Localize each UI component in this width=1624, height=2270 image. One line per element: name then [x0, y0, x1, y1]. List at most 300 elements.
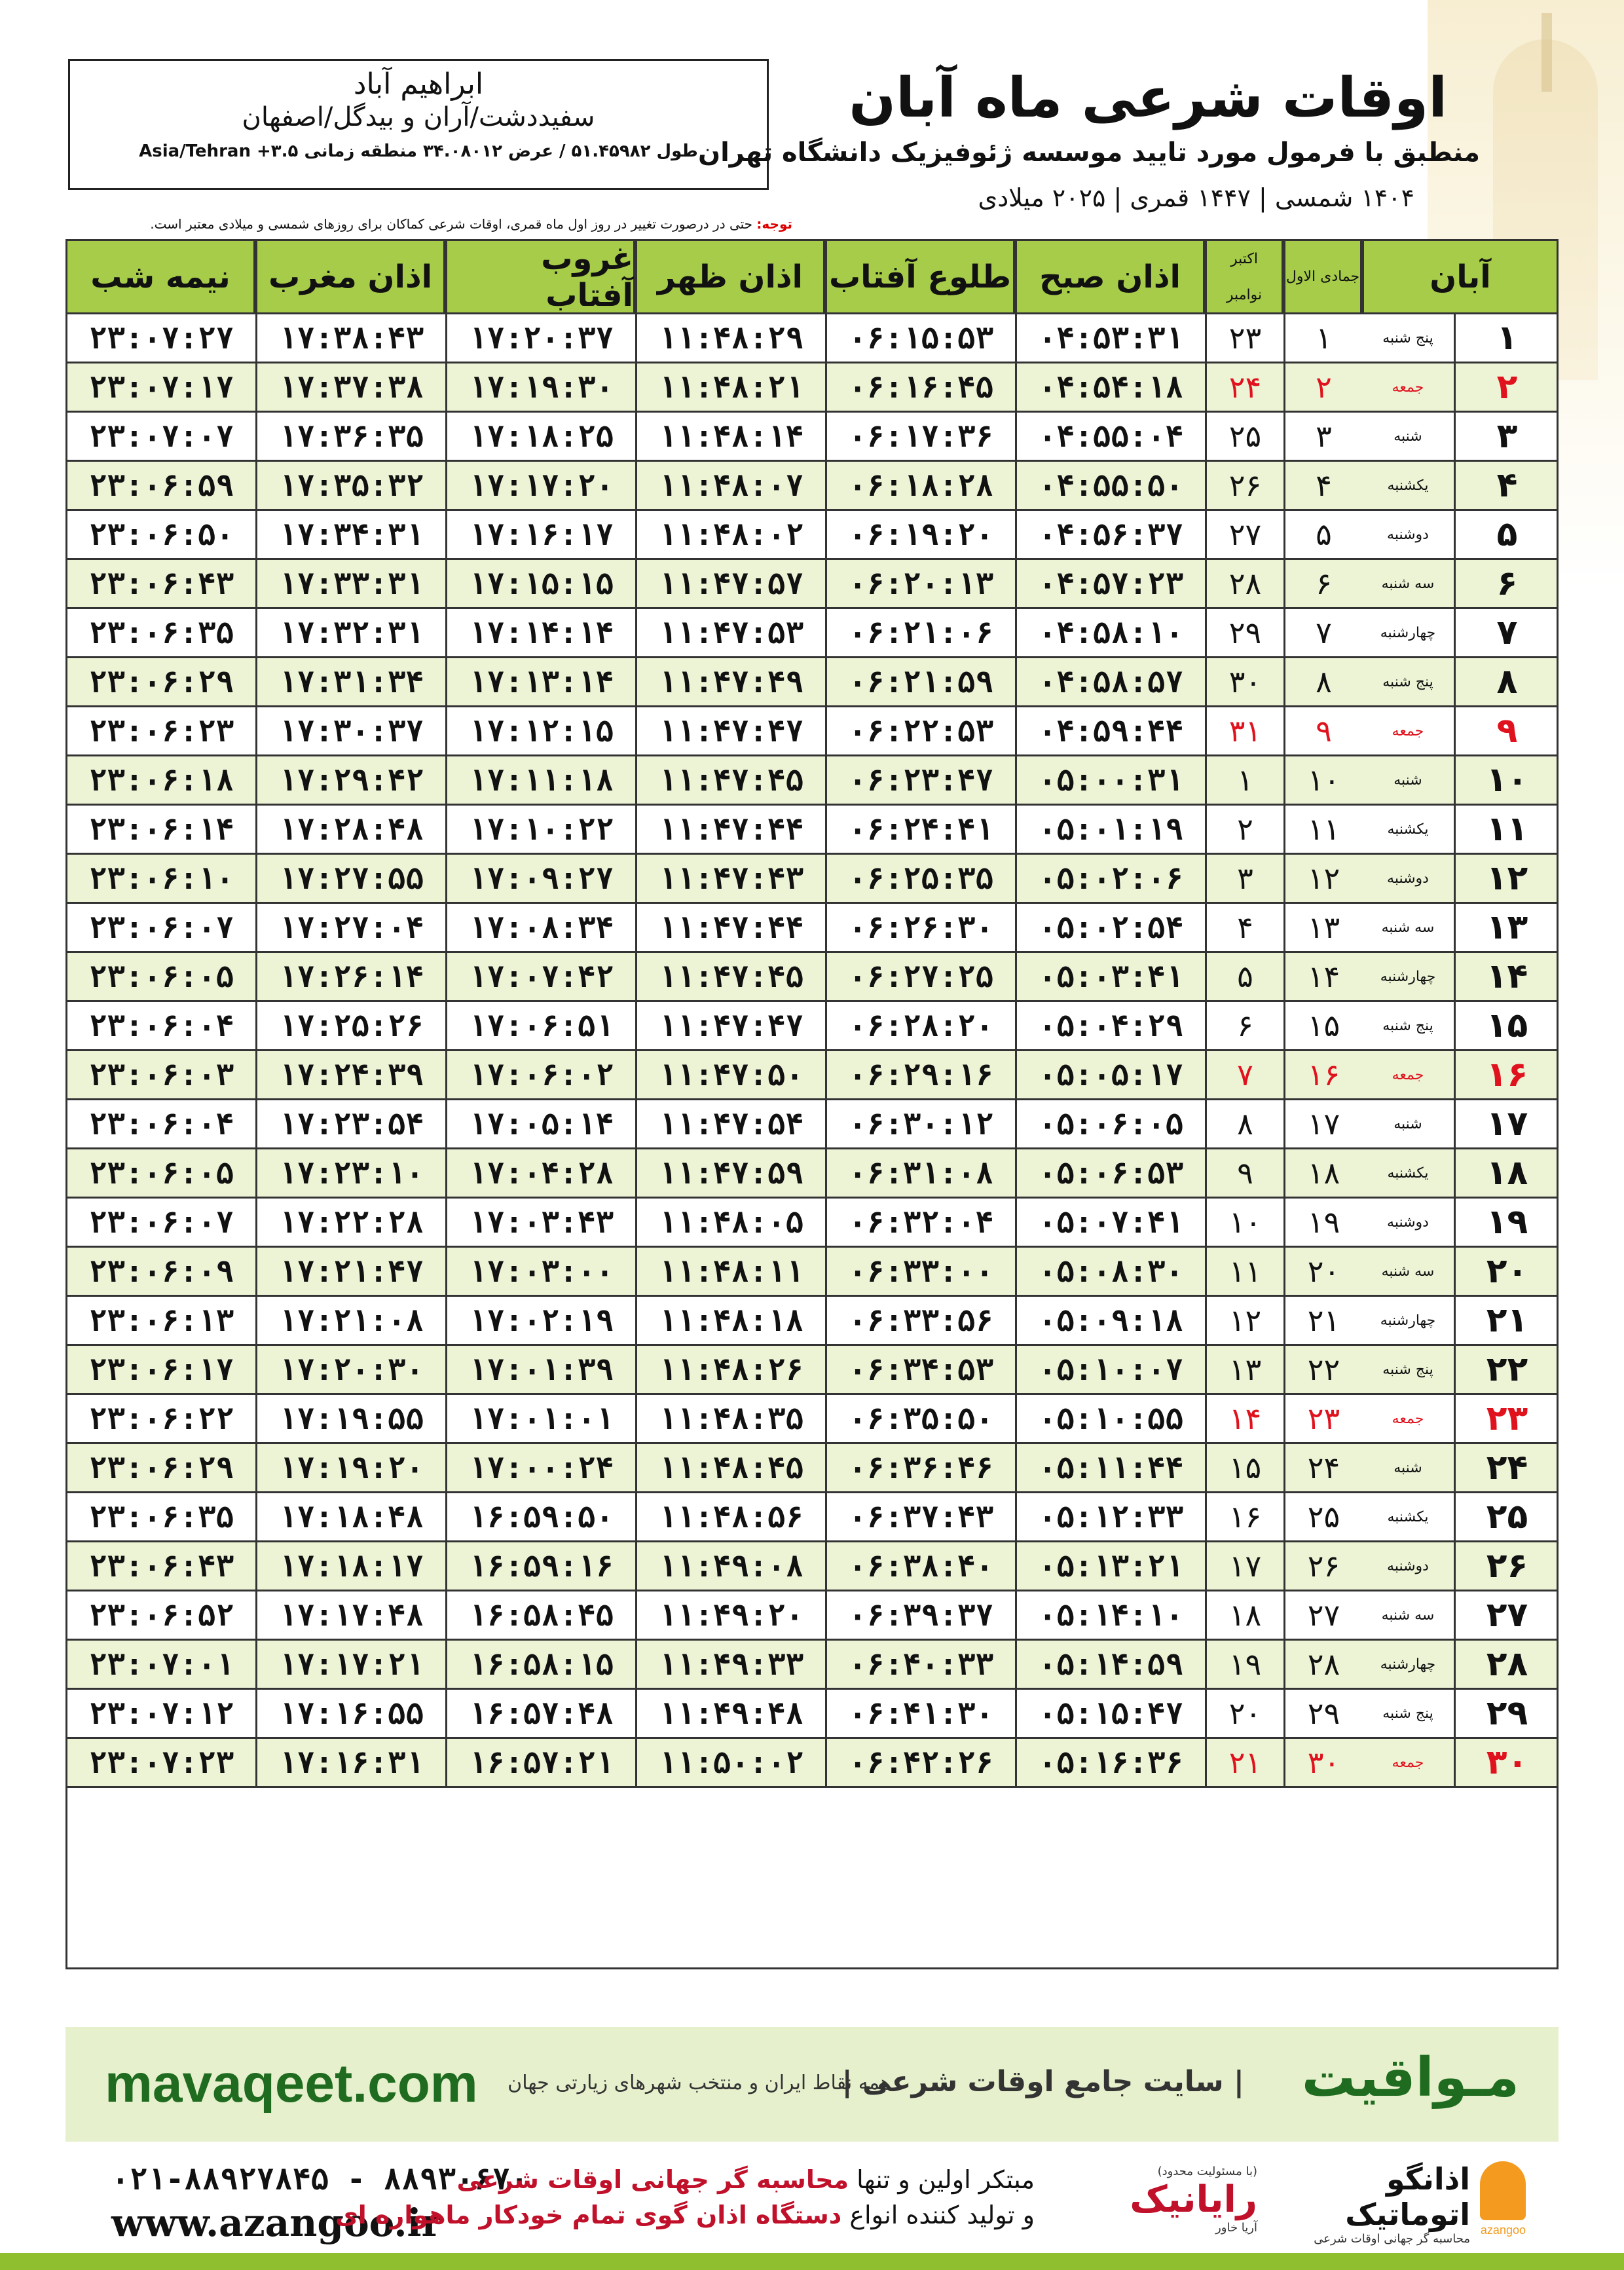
cell-greg: ۱۳	[1205, 1346, 1283, 1393]
cell-day: ۲۹	[1454, 1690, 1559, 1737]
cell-fajr: ۰۵:۰۲:۰۶	[1015, 855, 1205, 902]
cell-hijri: ۲۳	[1283, 1395, 1362, 1442]
cell-greg: ۲۵	[1205, 413, 1283, 460]
cell-day: ۲	[1454, 363, 1559, 411]
cell-midnight: ۲۳:۰۶:۳۵	[65, 609, 255, 656]
cell-sunset: ۱۷:۱۴:۱۴	[445, 609, 635, 656]
cell-greg: ۱۲	[1205, 1297, 1283, 1344]
cell-dhuhr: ۱۱:۴۸:۲۹	[635, 314, 825, 362]
table-row	[65, 658, 1559, 707]
cell-greg: ۲۹	[1205, 609, 1283, 656]
cell-day: ۵	[1454, 511, 1559, 558]
table-row	[65, 1100, 1559, 1149]
cell-weekday: دوشنبه	[1387, 526, 1429, 543]
cell-weekday: جمعه	[1392, 1754, 1424, 1771]
footer-banner	[65, 2027, 1559, 2142]
cell-day: ۹	[1454, 707, 1559, 754]
cell-dhuhr: ۱۱:۴۷:۵۰	[635, 1051, 825, 1098]
cell-dhuhr: ۱۱:۴۸:۰۵	[635, 1199, 825, 1246]
cell-dhuhr: ۱۱:۴۷:۴۳	[635, 855, 825, 902]
location-region: سفیددشت/آران و بیدگل/اصفهان	[242, 102, 595, 132]
cell-sunset: ۱۷:۰۲:۱۹	[445, 1297, 635, 1344]
cell-dhuhr: ۱۱:۴۹:۲۰	[635, 1591, 825, 1639]
cell-sunrise: ۰۶:۴۰:۳۳	[825, 1641, 1015, 1688]
cell-hijri: ۱۴	[1283, 953, 1362, 1000]
note-label: توجه:	[756, 216, 792, 232]
cell-midnight: ۲۳:۰۶:۰۵	[65, 953, 255, 1000]
cell-sunset: ۱۷:۱۵:۱۵	[445, 560, 635, 607]
cell-sunrise: ۰۶:۲۷:۲۵	[825, 953, 1015, 1000]
cell-weekday: چهارشنبه	[1380, 1656, 1436, 1673]
cell-sunrise: ۰۶:۲۴:۴۱	[825, 806, 1015, 853]
cell-hijri: ۱۵	[1283, 1002, 1362, 1049]
cell-sunset: ۱۷:۰۳:۴۳	[445, 1199, 635, 1246]
table-row	[65, 1493, 1559, 1542]
table-row	[65, 1690, 1559, 1739]
cell-dhuhr: ۱۱:۴۸:۴۵	[635, 1444, 825, 1491]
cell-sunrise: ۰۶:۲۰:۱۳	[825, 560, 1015, 607]
cell-day: ۲۶	[1454, 1542, 1559, 1590]
azangoo-logo	[1283, 2161, 1526, 2246]
cell-maghrib: ۱۷:۲۷:۵۵	[255, 855, 445, 902]
table-row	[65, 806, 1559, 855]
cell-maghrib: ۱۷:۳۳:۳۱	[255, 560, 445, 607]
cell-hijri: ۲۴	[1283, 1444, 1362, 1491]
cell-dhuhr: ۱۱:۴۸:۰۲	[635, 511, 825, 558]
cell-weekday: پنج شنبه	[1382, 673, 1433, 690]
azangoo-name: اذانگو اتوماتیک	[1345, 2161, 1470, 2232]
cell-greg: ۸	[1205, 1100, 1283, 1147]
cell-weekday: سه شنبه	[1381, 1263, 1435, 1280]
table-row	[65, 756, 1559, 806]
cell-sunset: ۱۶:۵۸:۱۵	[445, 1641, 635, 1688]
cell-fajr: ۰۵:۰۷:۴۱	[1015, 1199, 1205, 1246]
cell-fajr: ۰۵:۰۰:۳۱	[1015, 756, 1205, 804]
cell-dhuhr: ۱۱:۴۸:۱۱	[635, 1248, 825, 1295]
cell-day: ۸	[1454, 658, 1559, 705]
cell-hijri: ۱۱	[1283, 806, 1362, 853]
cell-sunset: ۱۶:۵۹:۱۶	[445, 1542, 635, 1590]
cell-dhuhr: ۱۱:۴۷:۴۷	[635, 707, 825, 754]
cell-dhuhr: ۱۱:۴۸:۳۵	[635, 1395, 825, 1442]
table-row	[65, 1051, 1559, 1100]
cell-greg: ۲۸	[1205, 560, 1283, 607]
table-row	[65, 413, 1559, 462]
header-sunrise: طلوع آفتاب	[825, 239, 1015, 314]
header-october: اکتبر	[1230, 250, 1259, 267]
prayer-times-table	[65, 239, 1559, 1969]
cell-sunrise: ۰۶:۳۸:۴۰	[825, 1542, 1015, 1590]
cell-weekday: سه شنبه	[1381, 575, 1435, 592]
cell-day: ۳۰	[1454, 1739, 1559, 1786]
cell-maghrib: ۱۷:۲۷:۰۴	[255, 904, 445, 951]
cell-maghrib: ۱۷:۳۵:۳۲	[255, 462, 445, 509]
cell-sunrise: ۰۶:۲۱:۰۶	[825, 609, 1015, 656]
year-dates: ۱۴۰۴ شمسی | ۱۴۴۷ قمری | ۲۰۲۵ میلادی	[978, 183, 1414, 212]
cell-weekday: پنج شنبه	[1382, 1361, 1433, 1378]
cell-sunrise: ۰۶:۱۷:۳۶	[825, 413, 1015, 460]
cell-fajr: ۰۴:۵۹:۴۴	[1015, 707, 1205, 754]
table-row	[65, 953, 1559, 1002]
cell-hijri: ۲۷	[1283, 1591, 1362, 1639]
brand-tagline: | سایت جامع اوقات شرعی |	[841, 2065, 1244, 2098]
cell-weekday: دوشنبه	[1387, 1214, 1429, 1231]
header-aban: آبان	[1362, 239, 1559, 314]
cell-greg: ۱۴	[1205, 1395, 1283, 1442]
cell-sunset: ۱۷:۰۱:۰۱	[445, 1395, 635, 1442]
rayanik-name: رایانیک	[1130, 2178, 1257, 2221]
cell-maghrib: ۱۷:۱۷:۲۱	[255, 1641, 445, 1688]
cell-day: ۲۲	[1454, 1346, 1559, 1393]
cell-maghrib: ۱۷:۱۶:۳۱	[255, 1739, 445, 1786]
cell-fajr: ۰۴:۵۵:۰۴	[1015, 413, 1205, 460]
cell-maghrib: ۱۷:۳۰:۳۷	[255, 707, 445, 754]
cell-midnight: ۲۳:۰۶:۲۲	[65, 1395, 255, 1442]
cell-fajr: ۰۵:۱۳:۲۱	[1015, 1542, 1205, 1590]
cell-sunset: ۱۷:۰۸:۳۴	[445, 904, 635, 951]
cell-greg: ۷	[1205, 1051, 1283, 1098]
cell-greg: ۲۶	[1205, 462, 1283, 509]
cell-maghrib: ۱۷:۱۹:۵۵	[255, 1395, 445, 1442]
cell-weekday: یکشنبه	[1387, 1164, 1429, 1182]
cell-dhuhr: ۱۱:۴۷:۵۷	[635, 560, 825, 607]
cell-day: ۱۳	[1454, 904, 1559, 951]
cell-dhuhr: ۱۱:۴۷:۴۵	[635, 756, 825, 804]
cell-sunset: ۱۷:۱۶:۱۷	[445, 511, 635, 558]
cell-midnight: ۲۳:۰۶:۰۳	[65, 1051, 255, 1098]
cell-day: ۲۰	[1454, 1248, 1559, 1295]
cell-sunset: ۱۷:۰۷:۴۲	[445, 953, 635, 1000]
cell-dhuhr: ۱۱:۴۷:۵۴	[635, 1100, 825, 1147]
cell-midnight: ۲۳:۰۶:۱۰	[65, 855, 255, 902]
cell-day: ۱۸	[1454, 1149, 1559, 1197]
cell-weekday: پنج شنبه	[1382, 1017, 1433, 1034]
cell-sunrise: ۰۶:۳۳:۵۶	[825, 1297, 1015, 1344]
cell-hijri: ۲۰	[1283, 1248, 1362, 1295]
cell-maghrib: ۱۷:۲۱:۴۷	[255, 1248, 445, 1295]
azangoo-brand: azangoo	[1480, 2223, 1526, 2237]
cell-hijri: ۱	[1283, 314, 1362, 362]
cell-sunset: ۱۷:۰۳:۰۰	[445, 1248, 635, 1295]
cell-hijri: ۵	[1283, 511, 1362, 558]
cell-maghrib: ۱۷:۳۶:۳۵	[255, 413, 445, 460]
cell-dhuhr: ۱۱:۴۹:۳۳	[635, 1641, 825, 1688]
header-maghrib: اذان مغرب	[255, 239, 445, 314]
cell-dhuhr: ۱۱:۴۸:۰۷	[635, 462, 825, 509]
cell-weekday: چهارشنبه	[1380, 624, 1436, 641]
bottom-bar	[0, 2253, 1624, 2270]
table-row	[65, 1591, 1559, 1641]
cell-day: ۷	[1454, 609, 1559, 656]
cell-hijri: ۱۶	[1283, 1051, 1362, 1098]
cell-fajr: ۰۵:۱۲:۳۳	[1015, 1493, 1205, 1540]
location-box	[68, 59, 769, 190]
website-link[interactable]: www.azangoo.ir	[111, 2201, 442, 2245]
cell-sunrise: ۰۶:۱۵:۵۳	[825, 314, 1015, 362]
cell-weekday: شنبه	[1393, 772, 1422, 789]
cell-sunset: ۱۷:۰۵:۱۴	[445, 1100, 635, 1147]
cell-midnight: ۲۳:۰۶:۳۵	[65, 1493, 255, 1540]
header-hijri: جمادی الاول	[1283, 239, 1362, 314]
cell-midnight: ۲۳:۰۷:۱۲	[65, 1690, 255, 1737]
cell-hijri: ۱۲	[1283, 855, 1362, 902]
phone-numbers: ۰۲۱-۸۸۹۲۷۸۴۵ - ۸۸۹۳۰۶۷۰	[111, 2161, 528, 2197]
cell-midnight: ۲۳:۰۶:۲۹	[65, 658, 255, 705]
rayanik-small: (با مسئولیت محدود)	[1157, 2165, 1257, 2178]
cell-fajr: ۰۴:۵۷:۲۳	[1015, 560, 1205, 607]
cell-maghrib: ۱۷:۲۳:۵۴	[255, 1100, 445, 1147]
table-row	[65, 707, 1559, 756]
cell-hijri: ۱۰	[1283, 756, 1362, 804]
cell-midnight: ۲۳:۰۶:۱۴	[65, 806, 255, 853]
cell-hijri: ۹	[1283, 707, 1362, 754]
table-row	[65, 1002, 1559, 1051]
cell-dhuhr: ۱۱:۴۷:۵۹	[635, 1149, 825, 1197]
cell-midnight: ۲۳:۰۶:۱۳	[65, 1297, 255, 1344]
cell-hijri: ۳۰	[1283, 1739, 1362, 1786]
cell-midnight: ۲۳:۰۶:۲۳	[65, 707, 255, 754]
table-row	[65, 1542, 1559, 1591]
cell-hijri: ۲۶	[1283, 1542, 1362, 1590]
table-row	[65, 1297, 1559, 1346]
cell-weekday: شنبه	[1393, 428, 1422, 445]
cell-sunset: ۱۷:۱۸:۲۵	[445, 413, 635, 460]
cell-midnight: ۲۳:۰۷:۰۱	[65, 1641, 255, 1688]
header-november: نوامبر	[1226, 286, 1263, 303]
cell-maghrib: ۱۷:۲۸:۴۸	[255, 806, 445, 853]
cell-fajr: ۰۵:۰۲:۵۴	[1015, 904, 1205, 951]
cell-greg: ۲۳	[1205, 314, 1283, 362]
cell-sunset: ۱۷:۱۲:۱۵	[445, 707, 635, 754]
cell-fajr: ۰۵:۱۱:۴۴	[1015, 1444, 1205, 1491]
cell-greg: ۱۸	[1205, 1591, 1283, 1639]
cell-hijri: ۱۹	[1283, 1199, 1362, 1246]
cell-hijri: ۳	[1283, 413, 1362, 460]
cell-greg: ۱۱	[1205, 1248, 1283, 1295]
cell-sunrise: ۰۶:۳۳:۰۰	[825, 1248, 1015, 1295]
cell-fajr: ۰۵:۱۰:۰۷	[1015, 1346, 1205, 1393]
cell-midnight: ۲۳:۰۶:۰۹	[65, 1248, 255, 1295]
cell-dhuhr: ۱۱:۴۷:۴۷	[635, 1002, 825, 1049]
cell-maghrib: ۱۷:۲۰:۳۰	[255, 1346, 445, 1393]
cell-greg: ۹	[1205, 1149, 1283, 1197]
cell-sunrise: ۰۶:۴۱:۳۰	[825, 1690, 1015, 1737]
cell-weekday: جمعه	[1392, 379, 1424, 396]
cell-dhuhr: ۱۱:۴۸:۲۱	[635, 363, 825, 411]
cell-maghrib: ۱۷:۳۴:۳۱	[255, 511, 445, 558]
cell-weekday: جمعه	[1392, 1410, 1424, 1427]
table-row	[65, 511, 1559, 560]
cell-fajr: ۰۴:۵۵:۵۰	[1015, 462, 1205, 509]
cell-weekday: چهارشنبه	[1380, 968, 1436, 985]
cell-weekday: سه شنبه	[1381, 1607, 1435, 1624]
cell-day: ۲۸	[1454, 1641, 1559, 1688]
cell-maghrib: ۱۷:۱۶:۵۵	[255, 1690, 445, 1737]
cell-maghrib: ۱۷:۱۸:۴۸	[255, 1493, 445, 1540]
cell-day: ۱۶	[1454, 1051, 1559, 1098]
site-url-link[interactable]: mavaqeet.com	[105, 2054, 478, 2113]
cell-day: ۱۵	[1454, 1002, 1559, 1049]
note	[65, 216, 792, 232]
cell-hijri: ۱۳	[1283, 904, 1362, 951]
cell-midnight: ۲۳:۰۷:۲۷	[65, 314, 255, 362]
cell-greg: ۱۷	[1205, 1542, 1283, 1590]
cell-day: ۲۷	[1454, 1591, 1559, 1639]
cell-sunset: ۱۶:۵۸:۴۵	[445, 1591, 635, 1639]
table-row	[65, 314, 1559, 363]
cell-dhuhr: ۱۱:۵۰:۰۲	[635, 1739, 825, 1786]
cell-midnight: ۲۳:۰۶:۵۲	[65, 1591, 255, 1639]
cell-weekday: یکشنبه	[1387, 477, 1429, 494]
cell-maghrib: ۱۷:۳۲:۳۱	[255, 609, 445, 656]
cell-greg: ۱۵	[1205, 1444, 1283, 1491]
table-row	[65, 609, 1559, 658]
header-gregorian	[1205, 239, 1283, 314]
cell-midnight: ۲۳:۰۶:۴۳	[65, 560, 255, 607]
cell-day: ۱	[1454, 314, 1559, 362]
cell-dhuhr: ۱۱:۴۹:۴۸	[635, 1690, 825, 1737]
promo-1-highlight: محاسبه گر جهانی اوقات شرعی	[456, 2165, 849, 2194]
cell-day: ۱۲	[1454, 855, 1559, 902]
cell-greg: ۲۷	[1205, 511, 1283, 558]
cell-sunset: ۱۷:۱۰:۲۲	[445, 806, 635, 853]
header-midnight: نیمه شب	[65, 239, 255, 314]
rayanik-logo	[1113, 2165, 1257, 2237]
cell-day: ۶	[1454, 560, 1559, 607]
cell-weekday: چهارشنبه	[1380, 1312, 1436, 1329]
promo-1-text: مبتکر اولین و تنها	[849, 2165, 1035, 2194]
cell-sunset: ۱۷:۱۱:۱۸	[445, 756, 635, 804]
cell-day: ۱۹	[1454, 1199, 1559, 1246]
cell-sunrise: ۰۶:۳۲:۰۴	[825, 1199, 1015, 1246]
cell-maghrib: ۱۷:۳۷:۳۸	[255, 363, 445, 411]
cell-day: ۴	[1454, 462, 1559, 509]
azangoo-sub: محاسبه گر جهانی اوقات شرعی	[1314, 2232, 1470, 2246]
cell-maghrib: ۱۷:۱۸:۱۷	[255, 1542, 445, 1590]
cell-day: ۲۵	[1454, 1493, 1559, 1540]
table-row	[65, 855, 1559, 904]
brand-logo: مـواقیت	[1301, 2047, 1519, 2109]
cell-weekday: پنج شنبه	[1382, 1705, 1433, 1722]
cell-weekday: دوشنبه	[1387, 1557, 1429, 1574]
cell-midnight: ۲۳:۰۶:۴۳	[65, 1542, 255, 1590]
cell-maghrib: ۱۷:۲۳:۱۰	[255, 1149, 445, 1197]
cell-greg: ۳۱	[1205, 707, 1283, 754]
cell-maghrib: ۱۷:۲۴:۳۹	[255, 1051, 445, 1098]
cell-dhuhr: ۱۱:۴۸:۱۸	[635, 1297, 825, 1344]
cell-dhuhr: ۱۱:۴۷:۴۵	[635, 953, 825, 1000]
cell-day: ۲۱	[1454, 1297, 1559, 1344]
cell-sunrise: ۰۶:۳۵:۵۰	[825, 1395, 1015, 1442]
cell-sunrise: ۰۶:۲۳:۴۷	[825, 756, 1015, 804]
table-row	[65, 904, 1559, 953]
cell-fajr: ۰۵:۰۵:۱۷	[1015, 1051, 1205, 1098]
cell-sunrise: ۰۶:۱۸:۲۸	[825, 462, 1015, 509]
cell-sunset: ۱۷:۱۷:۲۰	[445, 462, 635, 509]
cell-day: ۱۰	[1454, 756, 1559, 804]
cell-hijri: ۲۸	[1283, 1641, 1362, 1688]
cell-hijri: ۲۲	[1283, 1346, 1362, 1393]
cell-greg: ۱۹	[1205, 1641, 1283, 1688]
promo-line-1	[456, 2165, 1035, 2194]
cell-hijri: ۷	[1283, 609, 1362, 656]
cell-sunrise: ۰۶:۳۶:۴۶	[825, 1444, 1015, 1491]
table-row	[65, 560, 1559, 609]
cell-fajr: ۰۵:۰۸:۳۰	[1015, 1248, 1205, 1295]
note-text: حتی در درصورت تغییر در روز اول ماه قمری، اوقات شرعی کماکان برای روزهای شمسی و میلادی معتبر است.	[150, 216, 753, 232]
cell-fajr: ۰۴:۵۶:۳۷	[1015, 511, 1205, 558]
cell-greg: ۱۰	[1205, 1199, 1283, 1246]
cell-dhuhr: ۱۱:۴۸:۵۶	[635, 1493, 825, 1540]
table-row	[65, 1149, 1559, 1199]
cell-day: ۲۳	[1454, 1395, 1559, 1442]
promo-2-text: و تولید کننده انواع	[841, 2201, 1035, 2229]
location-coordinates: طول ۵۱.۴۵۹۸۲ / عرض ۳۴.۰۸۰۱۲ منطقه زمانی ۳.۵+ Asia/Tehran	[139, 141, 698, 161]
cell-greg: ۳	[1205, 855, 1283, 902]
cell-sunset: ۱۶:۵۷:۴۸	[445, 1690, 635, 1737]
table-row	[65, 1199, 1559, 1248]
cell-dhuhr: ۱۱:۴۸:۱۴	[635, 413, 825, 460]
cell-fajr: ۰۵:۰۶:۰۵	[1015, 1100, 1205, 1147]
cell-hijri: ۱۷	[1283, 1100, 1362, 1147]
table-row	[65, 1395, 1559, 1444]
cell-dhuhr: ۱۱:۴۷:۴۴	[635, 904, 825, 951]
cell-sunrise: ۰۶:۲۸:۲۰	[825, 1002, 1015, 1049]
cell-sunrise: ۰۶:۴۲:۲۶	[825, 1739, 1015, 1786]
cell-midnight: ۲۳:۰۶:۰۴	[65, 1002, 255, 1049]
cell-weekday: جمعه	[1392, 722, 1424, 739]
cell-maghrib: ۱۷:۱۹:۲۰	[255, 1444, 445, 1491]
cell-midnight: ۲۳:۰۷:۲۳	[65, 1739, 255, 1786]
cell-midnight: ۲۳:۰۶:۵۰	[65, 511, 255, 558]
cell-greg: ۲۴	[1205, 363, 1283, 411]
cell-maghrib: ۱۷:۲۹:۴۲	[255, 756, 445, 804]
cell-maghrib: ۱۷:۳۱:۳۴	[255, 658, 445, 705]
cell-maghrib: ۱۷:۱۷:۴۸	[255, 1591, 445, 1639]
cell-sunrise: ۰۶:۳۷:۴۳	[825, 1493, 1015, 1540]
cell-sunset: ۱۷:۱۹:۳۰	[445, 363, 635, 411]
cell-fajr: ۰۵:۰۹:۱۸	[1015, 1297, 1205, 1344]
header-sunset: غروب آفتاب	[445, 239, 635, 314]
cell-dhuhr: ۱۱:۴۹:۰۸	[635, 1542, 825, 1590]
cell-weekday: پنج شنبه	[1382, 329, 1433, 346]
cell-sunset: ۱۷:۰۱:۳۹	[445, 1346, 635, 1393]
cell-day: ۲۴	[1454, 1444, 1559, 1491]
cell-midnight: ۲۳:۰۶:۰۷	[65, 904, 255, 951]
table-row	[65, 1444, 1559, 1493]
cell-sunrise: ۰۶:۲۵:۳۵	[825, 855, 1015, 902]
cell-maghrib: ۱۷:۲۲:۲۸	[255, 1199, 445, 1246]
cell-greg: ۲	[1205, 806, 1283, 853]
location-name: ابراهیم آباد	[353, 67, 484, 101]
cell-sunrise: ۰۶:۲۶:۳۰	[825, 904, 1015, 951]
cell-fajr: ۰۵:۰۱:۱۹	[1015, 806, 1205, 853]
cell-sunset: ۱۷:۰۹:۲۷	[445, 855, 635, 902]
cell-midnight: ۲۳:۰۶:۱۸	[65, 756, 255, 804]
cell-greg: ۲۰	[1205, 1690, 1283, 1737]
cell-weekday: شنبه	[1393, 1115, 1422, 1132]
cell-weekday: شنبه	[1393, 1459, 1422, 1476]
header-fajr: اذان صبح	[1015, 239, 1205, 314]
cell-hijri: ۲۵	[1283, 1493, 1362, 1540]
cell-greg: ۲۱	[1205, 1739, 1283, 1786]
cell-fajr: ۰۵:۱۵:۴۷	[1015, 1690, 1205, 1737]
promo-2-highlight: دستگاه اذان گوی تمام خودکار ماهواره ای	[335, 2201, 842, 2229]
cell-fajr: ۰۵:۱۴:۱۰	[1015, 1591, 1205, 1639]
cell-dhuhr: ۱۱:۴۷:۴۹	[635, 658, 825, 705]
cell-sunrise: ۰۶:۲۱:۵۹	[825, 658, 1015, 705]
cell-greg: ۱	[1205, 756, 1283, 804]
